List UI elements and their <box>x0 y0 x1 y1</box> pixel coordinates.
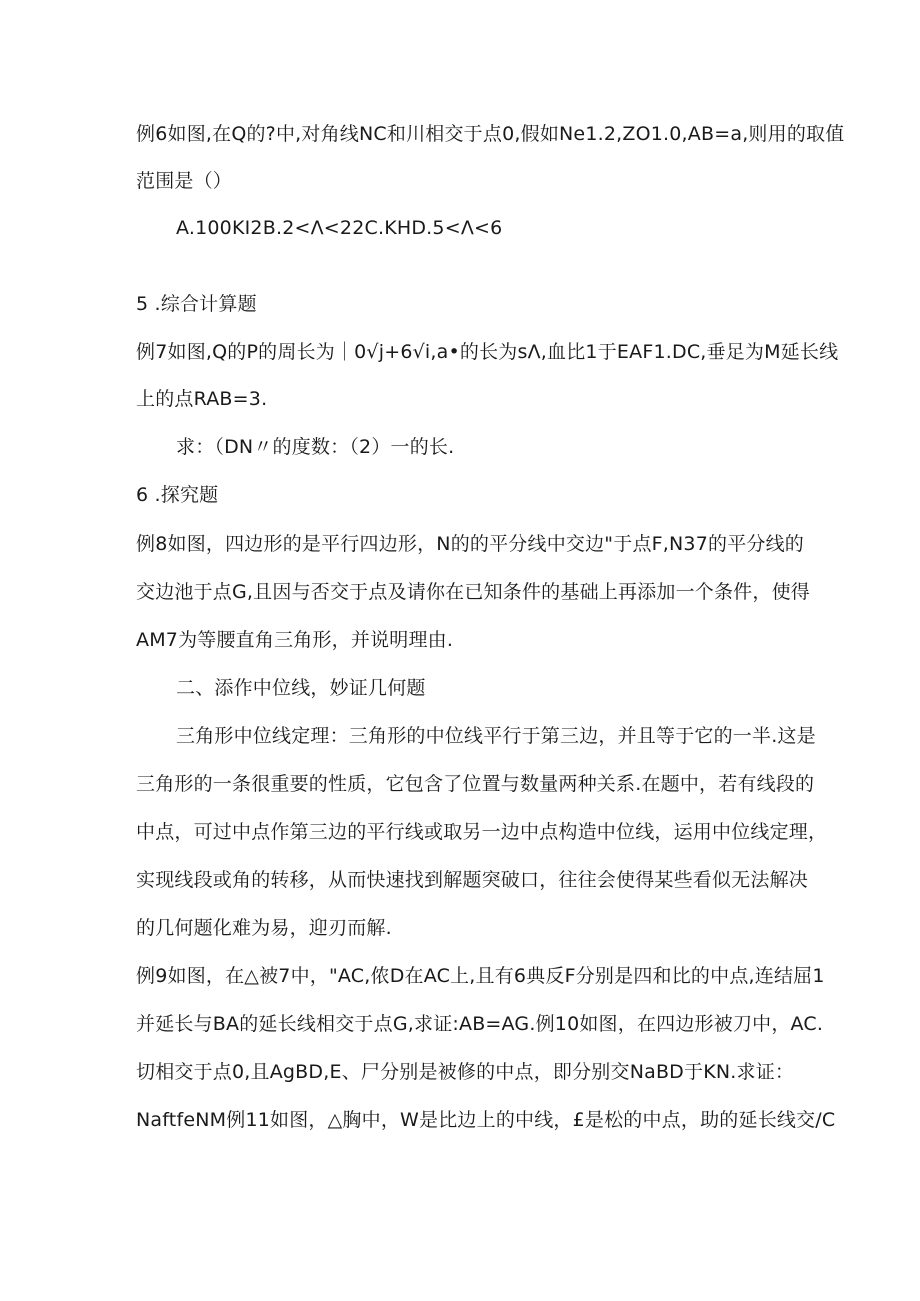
text-line-20: 切相交于点0,且AgBD,E、尸分别是被修的中点，即分别交NaBD于KN.求证： <box>136 1061 795 1083</box>
text-line-21: NaftfeNM例11如图，△胸中，W是比边上的中线，£是松的中点，助的延长线交/C <box>136 1109 836 1131</box>
text-line-5: 例7如图,Q的P的周长为｜0√j+6√i,a•的长为sΛ,血比1于EAF1.DC,垂足为M延长线 <box>136 341 839 363</box>
section-heading-6: 6 .探究题 <box>136 484 219 506</box>
text-line-9: 例8如图，四边形的是平行四边形，N的的平分线中交边"于点F,N37的平分线的 <box>136 533 805 555</box>
section-heading-5: 5 .综合计算题 <box>136 293 257 315</box>
text-line-19: 并延长与BA的延长线相交于点G,求证:AB=AG.例10如图，在四边形被刀中，AC. <box>136 1013 824 1035</box>
text-line-11: AM7为等腰直角三角形，并说明理由. <box>136 629 454 651</box>
text-line-2: 范围是（） <box>136 170 233 192</box>
text-line-7: 求：（DN〃的度数：（2）一的长. <box>176 436 455 458</box>
options-line: A.100KI2B.2<Λ<22C.KHD.5<Λ<6 <box>176 217 503 239</box>
text-line-14: 三角形的一条很重要的性质，它包含了位置与数量两种关系.在题中，若有线段的 <box>136 773 815 795</box>
text-line-10: 交边池于点G,且因与否交于点及请你在已知条件的基础上再添加一个条件，使得 <box>136 581 810 603</box>
text-line-16: 实现线段或角的转移，从而快速找到解题突破口，往往会使得某些看似无法解决 <box>136 869 809 891</box>
text-line-15: 中点，可过中点作第三边的平行线或取另一边中点构造中位线，运用中位线定理， <box>136 821 828 843</box>
text-line-6: 上的点RAB=3. <box>136 388 268 410</box>
text-line-1: 例6如图,在Q的?中,对角线NC和川相交于点0,假如Ne1.2,ZO1.0,AB=a,则用的取值 <box>136 123 845 145</box>
section-title-median: 二、添作中位线，妙证几何题 <box>176 677 426 699</box>
text-line-18: 例9如图，在△被7中，"AC,侬D在AC上,且有6典反F分别是四和比的中点,连结屈1 <box>136 965 825 987</box>
text-line-17: 的几何题化难为易，迎刃而解. <box>136 917 392 939</box>
text-line-13: 三角形中位线定理：三角形的中位线平行于第三边，并且等于它的一半.这是 <box>176 725 816 747</box>
